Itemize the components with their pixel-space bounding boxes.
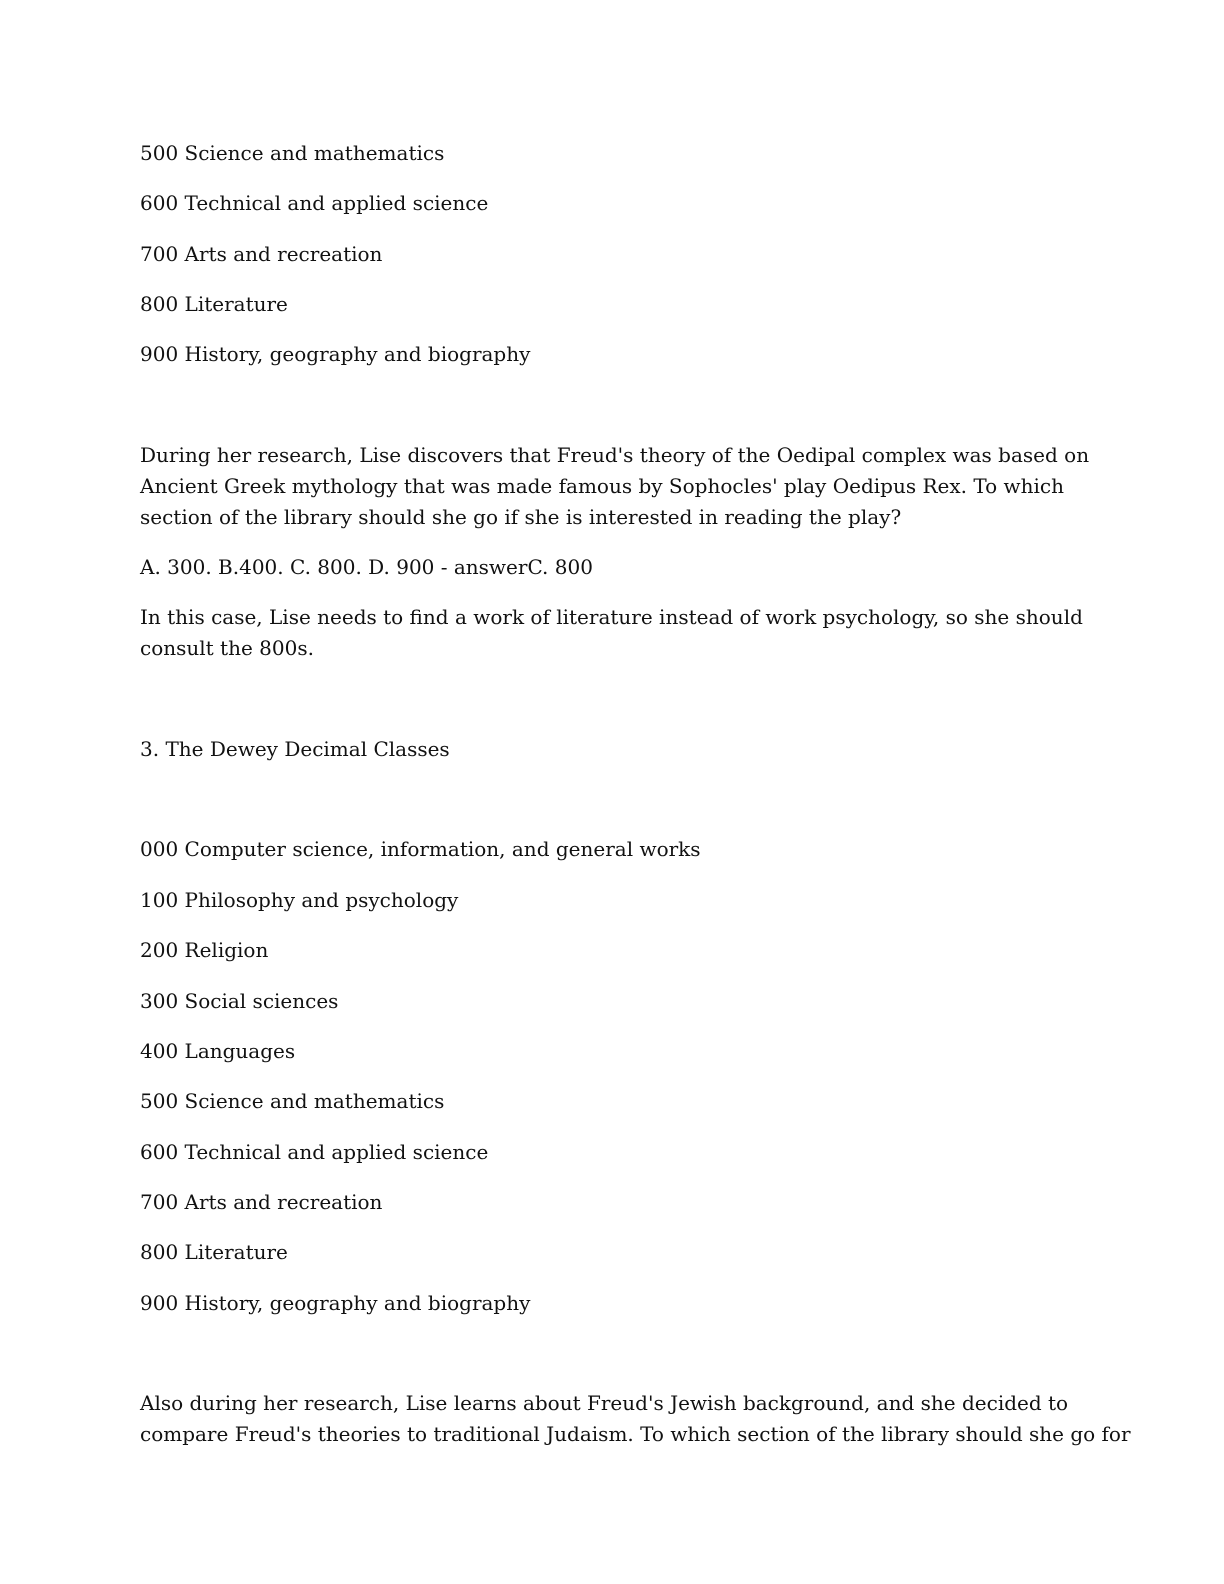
class-list-item: 500 Science and mathematics	[140, 1089, 445, 1113]
class-list-item: 800 Literature	[140, 292, 288, 316]
question-text-line: Also during her research, Lise learns about Freud's Jewish background, and she decided to	[140, 1391, 1069, 1415]
class-list-item: 800 Literature	[140, 1240, 288, 1264]
class-list-item: 900 History, geography and biography	[140, 1291, 531, 1315]
question-text-line: During her research, Lise discovers that Freud's theory of the Oedipal complex was based on	[140, 443, 1090, 467]
class-list-item: 100 Philosophy and psychology	[140, 888, 459, 912]
class-list-item: 300 Social sciences	[140, 989, 339, 1013]
question-text-line: section of the library should she go if she is interested in reading the play?	[140, 505, 902, 529]
section-heading: 3. The Dewey Decimal Classes	[140, 737, 450, 761]
class-list-item: 500 Science and mathematics	[140, 141, 445, 165]
class-list-item: 700 Arts and recreation	[140, 1190, 383, 1214]
class-list-item: 900 History, geography and biography	[140, 342, 531, 366]
question-text-line: Ancient Greek mythology that was made famous by Sophocles' play Oedipus Rex. To which	[140, 474, 1065, 498]
question-text-line: compare Freud's theories to traditional Judaism. To which section of the library should she go for	[140, 1422, 1131, 1446]
class-list-item: 700 Arts and recreation	[140, 242, 383, 266]
class-list-item: 600 Technical and applied science	[140, 191, 489, 215]
class-list-item: 000 Computer science, information, and general works	[140, 837, 701, 861]
explanation-line: In this case, Lise needs to find a work of literature instead of work psychology, so she should	[140, 605, 1083, 629]
explanation-line: consult the 800s.	[140, 636, 314, 660]
answer-options: A. 300. B.400. C. 800. D. 900 - answerC. 800	[140, 555, 593, 579]
class-list-item: 600 Technical and applied science	[140, 1140, 489, 1164]
class-list-item: 200 Religion	[140, 938, 269, 962]
class-list-item: 400 Languages	[140, 1039, 296, 1063]
